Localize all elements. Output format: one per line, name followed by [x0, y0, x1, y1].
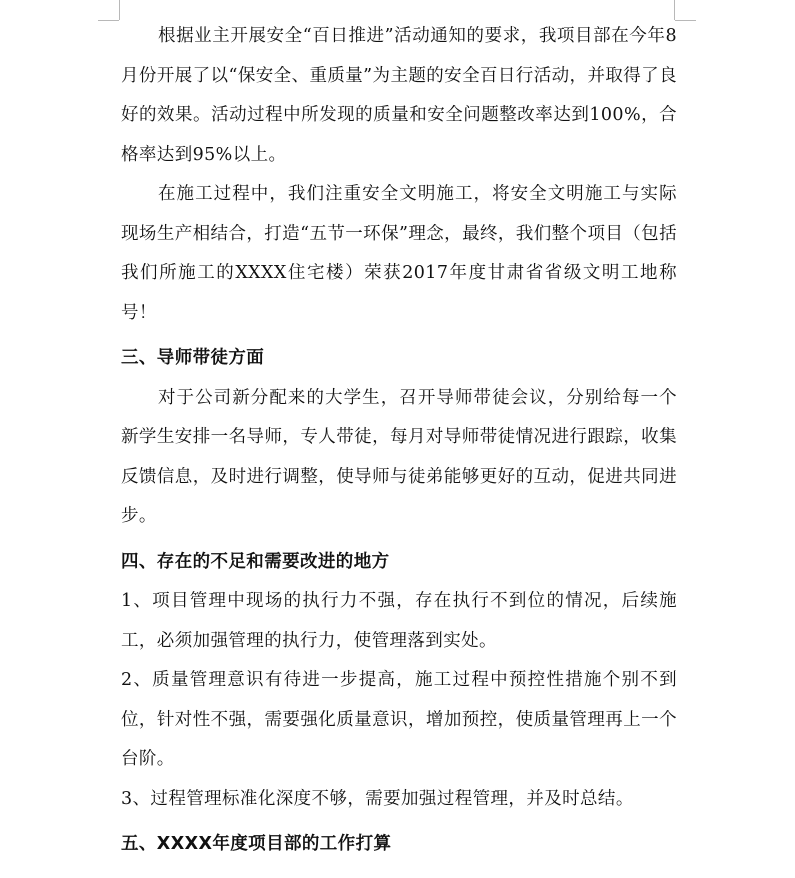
- section-heading-shortcomings: 四、存在的不足和需要改进的地方: [121, 551, 390, 572]
- paragraph-mentorship: 对于公司新分配来的大学生，召开导师带徒会议，分别给每一个新学生安排一名导师，专人带徒，每月对导师带徒情况进行跟踪，收集反馈信息，及时进行调整，使导师与徒弟能够更好的互动，促进共同进步。: [121, 387, 677, 526]
- list-item-shortcoming-2: 2、质量管理意识有待进一步提高，施工过程中预控性措施个别不到位，针对性不强，需要强化质量意识，增加预控，使质量管理再上一个台阶。: [121, 670, 677, 769]
- crop-mark-top-left-vertical: [119, 0, 120, 20]
- crop-mark-top-right-horizontal: [675, 20, 696, 21]
- list-item-shortcoming-1: 1、项目管理中现场的执行力不强，存在执行不到位的情况，后续施工，必须加强管理的执行力，使管理落到实处。: [121, 591, 677, 651]
- crop-mark-top-left-horizontal: [98, 20, 119, 21]
- paragraph-civilized-construction: 在施工过程中，我们注重安全文明施工，将安全文明施工与实际现场生产相结合，打造“五节一环保”理念，最终，我们整个项目（包括我们所施工的XXXX住宅楼）荣获2017年度甘肃省省级文明工地称号！: [121, 184, 677, 323]
- paragraph-safety-campaign: 根据业主开展安全“百日推进”活动通知的要求，我项目部在今年8月份开展了以“保安全、重质量”为主题的安全百日行活动，并取得了良好的效果。活动过程中所发现的质量和安全问题整改率达到100%，合格率达到95%以上。: [121, 26, 677, 165]
- document-body: [121, 17, 677, 865]
- section-heading-mentorship: 三、导师带徒方面: [121, 348, 265, 368]
- list-item-shortcoming-3: 3、过程管理标准化深度不够，需要加强过程管理，并及时总结。: [121, 788, 634, 809]
- section-heading-work-plan: 五、XXXX年度项目部的工作打算: [121, 834, 392, 854]
